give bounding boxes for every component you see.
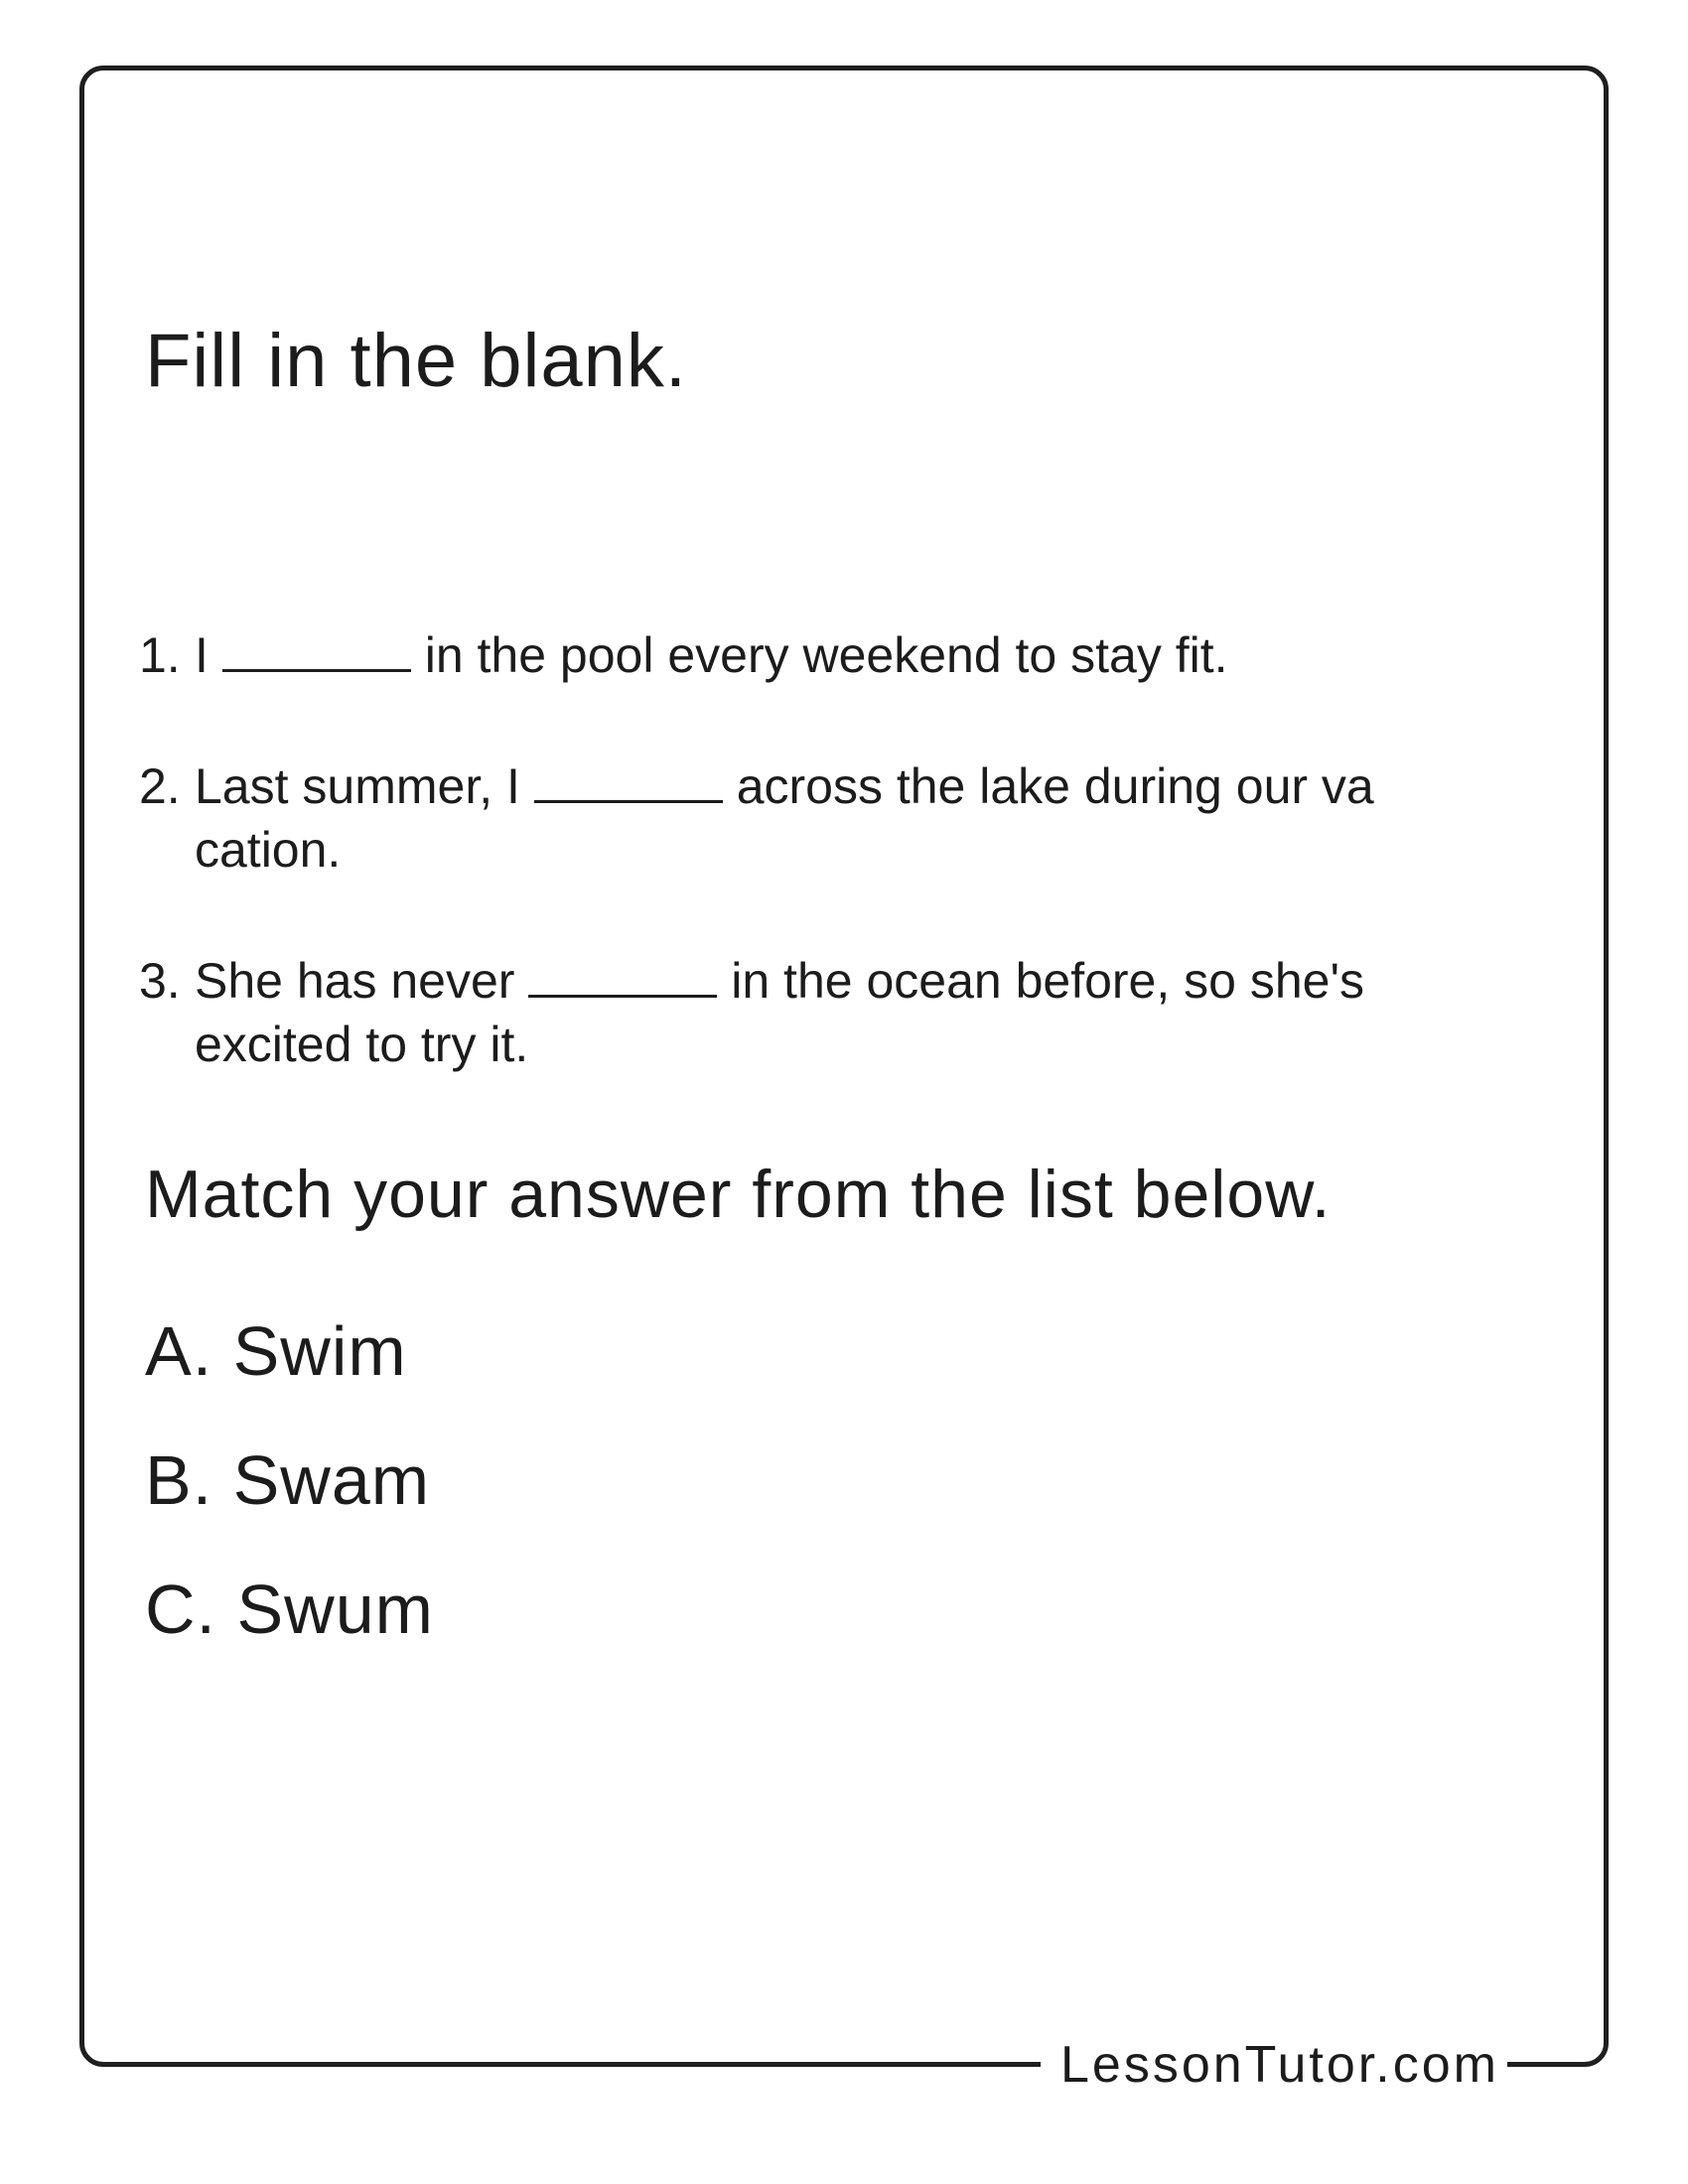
answer-blank[interactable] [528, 951, 717, 998]
question-text-after: in the pool every weekend to stay fit. [424, 627, 1228, 683]
answer-choice: A. Swim [145, 1312, 407, 1390]
answer-blank[interactable] [534, 756, 723, 803]
question-number: 3. [139, 953, 181, 1009]
answer-choice: C. Swum [145, 1570, 434, 1648]
question-text-after: across the lake during our va cation. [195, 758, 1374, 878]
question-number: 1. [139, 627, 181, 683]
footer-brand: LessonTutor.com [1060, 2036, 1499, 2094]
question-text-before: Last summer, I [195, 758, 520, 814]
answer-choice: B. Swam [145, 1441, 431, 1519]
question-list [139, 623, 1509, 1076]
question-text-before: I [195, 627, 209, 683]
answer-choice-list [145, 1306, 434, 1654]
question-item [139, 949, 1509, 1076]
match-instruction: Match your answer from the list below. [145, 1157, 1332, 1232]
question-text-after: in the ocean before, so she's excited to try it. [195, 953, 1364, 1072]
question-number: 2. [139, 758, 181, 814]
question-item [139, 623, 1509, 687]
question-text-before: She has never [195, 953, 515, 1009]
worksheet-title: Fill in the blank. [145, 319, 688, 403]
question-item [139, 754, 1509, 882]
answer-blank[interactable] [222, 625, 411, 672]
